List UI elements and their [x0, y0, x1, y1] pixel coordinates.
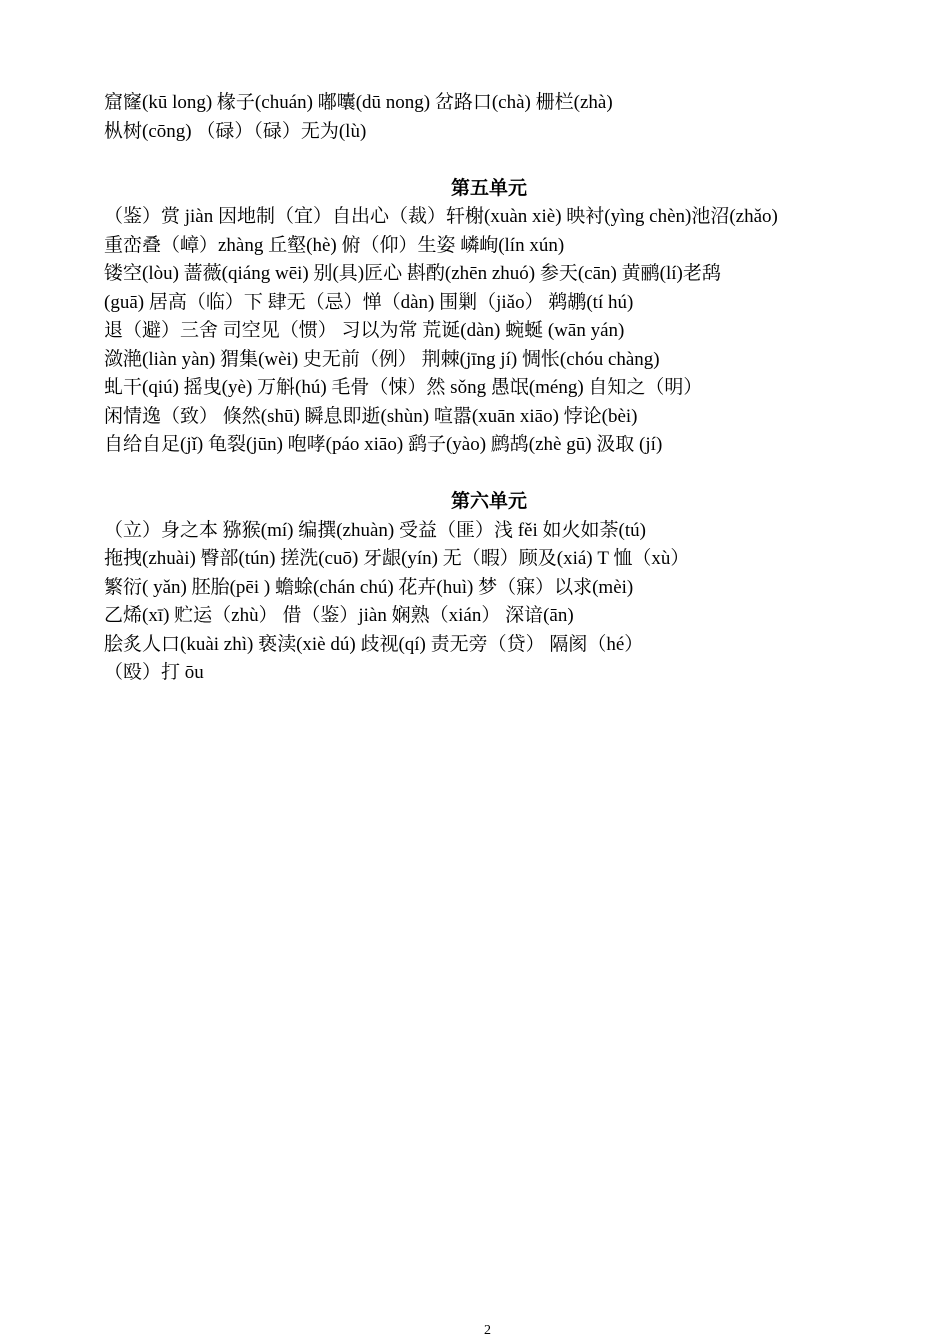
document-body: [104, 89, 904, 688]
text-line: 拖拽(zhuài) 臀部(tún) 搓洗(cuō) 牙龈(yín) 无（暇）顾及(xiá) T 恤（xù）: [104, 548, 690, 569]
section-spacer: [104, 460, 904, 489]
text-line: 窟窿(kū long) 椽子(chuán) 嘟囔(dū nong) 岔路口(chà) 栅栏(zhà): [104, 92, 613, 113]
section-heading-unit-6: 第六单元: [450, 491, 527, 512]
text-line: （鉴）赏 jiàn 因地制（宜）自出心（裁）轩榭(xuàn xiè) 映衬(yìng chèn)池沼(zhǎo): [104, 206, 778, 227]
text-line: 枞树(cōng) （碌）（碌）无为(lù): [104, 120, 367, 142]
text-line: （殴）打 ōu: [104, 662, 204, 683]
page-number: 2: [484, 1323, 491, 1338]
text-line: 虬干(qiú) 摇曳(yè) 万斛(hú) 毛骨（悚）然 sǒng 愚氓(méng) 自知之（明）: [104, 377, 703, 398]
text-line: 闲情逸（致） 倏然(shū) 瞬息即逝(shùn) 喧嚣(xuān xiāo) 悖论(bèi): [104, 405, 638, 427]
text-line: 镂空(lòu) 蔷薇(qiáng wēi) 别(具)匠心 斟酌(zhēn zhuó) 参天(cān) 黄鹂(lí)老鸹: [104, 263, 721, 284]
text-line: 退（避）三舍 司空见（惯） 习以为常 荒诞(dàn) 蜿蜒 (wān yán): [104, 320, 625, 341]
text-line: 自给自足(jǐ) 龟裂(jūn) 咆哮(páo xiāo) 鹞子(yào) 鹧鸪(zhè gū) 汲取 (jí): [104, 434, 663, 455]
text-line: （立）身之本 猕猴(mí) 编撰(zhuàn) 受益（匪）浅 fěi 如火如荼(tú): [104, 519, 646, 541]
text-line: 脍炙人口(kuài zhì) 亵渎(xiè dú) 歧视(qí) 责无旁（贷） 隔阂（hé）: [104, 633, 644, 655]
text-line: 重峦叠（嶂）zhàng 丘壑(hè) 俯（仰）生姿 嶙峋(lín xún): [104, 234, 565, 256]
section-heading-unit-5: 第五单元: [450, 177, 527, 199]
text-line: 乙烯(xī) 贮运（zhù） 借（鉴）jiàn 娴熟（xián） 深谙(ān): [104, 605, 574, 626]
text-line: (guā) 居高（临）下 肆无（忌）惮（dàn) 围剿（jiǎo） 鹈鹕(tí hú): [104, 291, 634, 313]
text-line: 繁衍( yǎn) 胚胎(pēi ) 蟾蜍(chán chú) 花卉(huì) 梦（寐）以求(mèi): [104, 576, 634, 598]
section-spacer: [104, 146, 904, 175]
text-line: 潋滟(liàn yàn) 猬集(wèi) 史无前（例） 荆棘(jīng jí) 惆怅(chóu chàng): [104, 348, 660, 370]
